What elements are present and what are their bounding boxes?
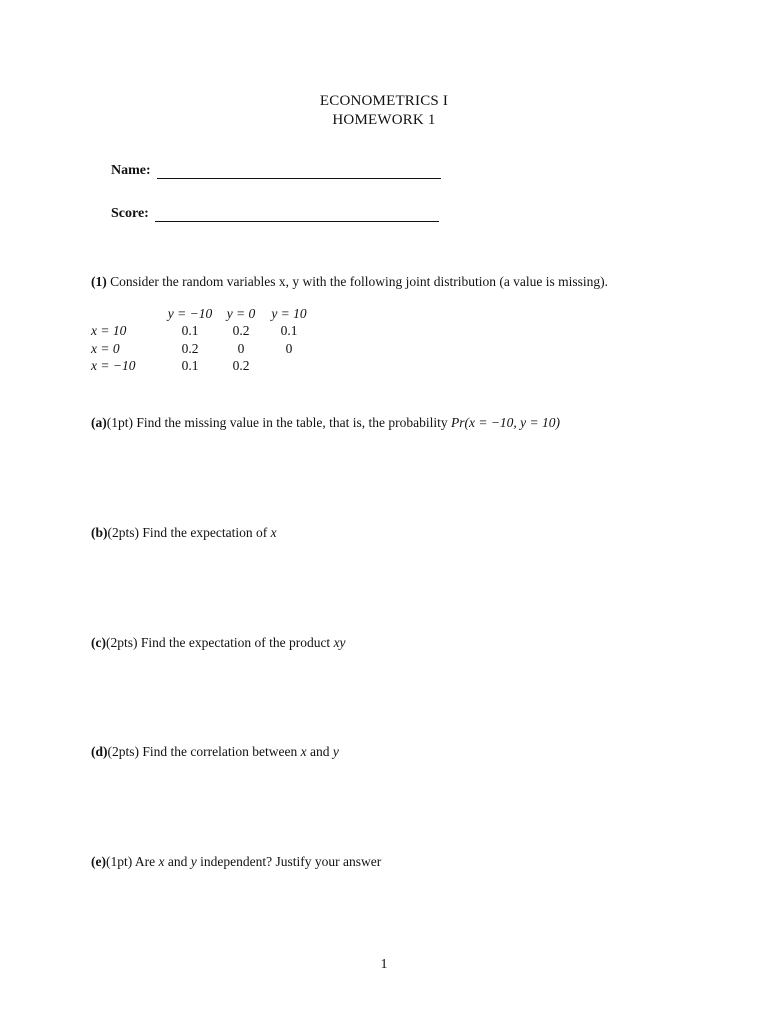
table-cell: 0.2	[232, 323, 250, 339]
table-cell: 0.2	[181, 340, 199, 356]
question-d-math-x: x	[300, 744, 307, 759]
question-c-points: (2pts)	[105, 635, 138, 650]
table-cell: 0.1	[181, 323, 199, 339]
page-number: 1	[380, 957, 388, 972]
question-b-text: Find the expectation of	[142, 525, 268, 540]
table-cell: 0.1	[181, 358, 199, 374]
table-column-header: y = 10	[271, 305, 307, 321]
table-cell: 0	[237, 340, 245, 356]
question-d-points: (2pts)	[107, 744, 139, 759]
question-a-text: Find the missing value in the table, that is, the probability	[136, 415, 448, 430]
table-column-header: y = 0	[226, 305, 256, 321]
question-b-label: (b)	[91, 525, 108, 540]
table-cell: 0.1	[280, 323, 298, 339]
name-label: Name:	[111, 163, 151, 178]
score-label: Score:	[111, 206, 149, 221]
table-header-row	[91, 305, 315, 323]
question-d	[91, 744, 339, 760]
table-cell: 0.2	[232, 358, 250, 374]
question-c-math: xy	[333, 635, 346, 650]
question-e-math-x: x	[158, 854, 165, 869]
table-cell-missing	[263, 358, 315, 376]
question-e-label: (e)	[91, 854, 106, 869]
name-field	[111, 163, 441, 179]
score-field	[111, 206, 439, 222]
table-row	[91, 358, 315, 376]
question-a	[91, 415, 560, 431]
question-d-math-y: y	[332, 744, 339, 759]
question-c-label: (c)	[91, 635, 106, 650]
table-cell: 0	[285, 340, 293, 356]
question-c	[91, 635, 346, 651]
course-title: ECONOMETRICS I	[319, 93, 449, 109]
question-e	[91, 854, 381, 870]
table-row-header: x = 10	[91, 323, 127, 339]
question-e-text-and: and	[167, 854, 188, 869]
problem-1-statement	[91, 274, 608, 290]
question-e-math-y: y	[190, 854, 197, 869]
question-c-text: Find the expectation of the product	[140, 635, 331, 650]
joint-distribution-table	[91, 305, 315, 375]
question-a-label: (a)	[91, 415, 107, 430]
homework-title: HOMEWORK 1	[332, 112, 436, 128]
question-e-text: Are	[134, 854, 156, 869]
question-b-math: x	[270, 525, 277, 540]
question-b	[91, 525, 277, 541]
table-row-header: x = −10	[91, 358, 136, 374]
name-blank-line[interactable]	[157, 164, 441, 179]
problem-1-number: (1)	[91, 274, 107, 289]
table-row-header: x = 0	[91, 340, 120, 356]
problem-1-text: Consider the random variables x, y with the following joint distribution (a value is missing).	[110, 274, 609, 289]
question-e-points: (1pt)	[105, 854, 133, 869]
question-d-text-and: and	[309, 744, 330, 759]
question-d-text: Find the correlation between	[142, 744, 298, 759]
question-a-points: (1pt)	[106, 415, 133, 430]
score-blank-line[interactable]	[155, 207, 439, 222]
question-e-text-end: independent? Justify your answer	[200, 854, 382, 869]
table-row	[91, 340, 315, 358]
table-corner-cell	[91, 305, 161, 323]
question-d-label: (d)	[91, 744, 108, 759]
question-b-points: (2pts)	[107, 525, 139, 540]
question-a-math: Pr(x = −10, y = 10)	[450, 415, 561, 430]
table-row	[91, 323, 315, 341]
table-column-header: y = −10	[167, 305, 213, 321]
